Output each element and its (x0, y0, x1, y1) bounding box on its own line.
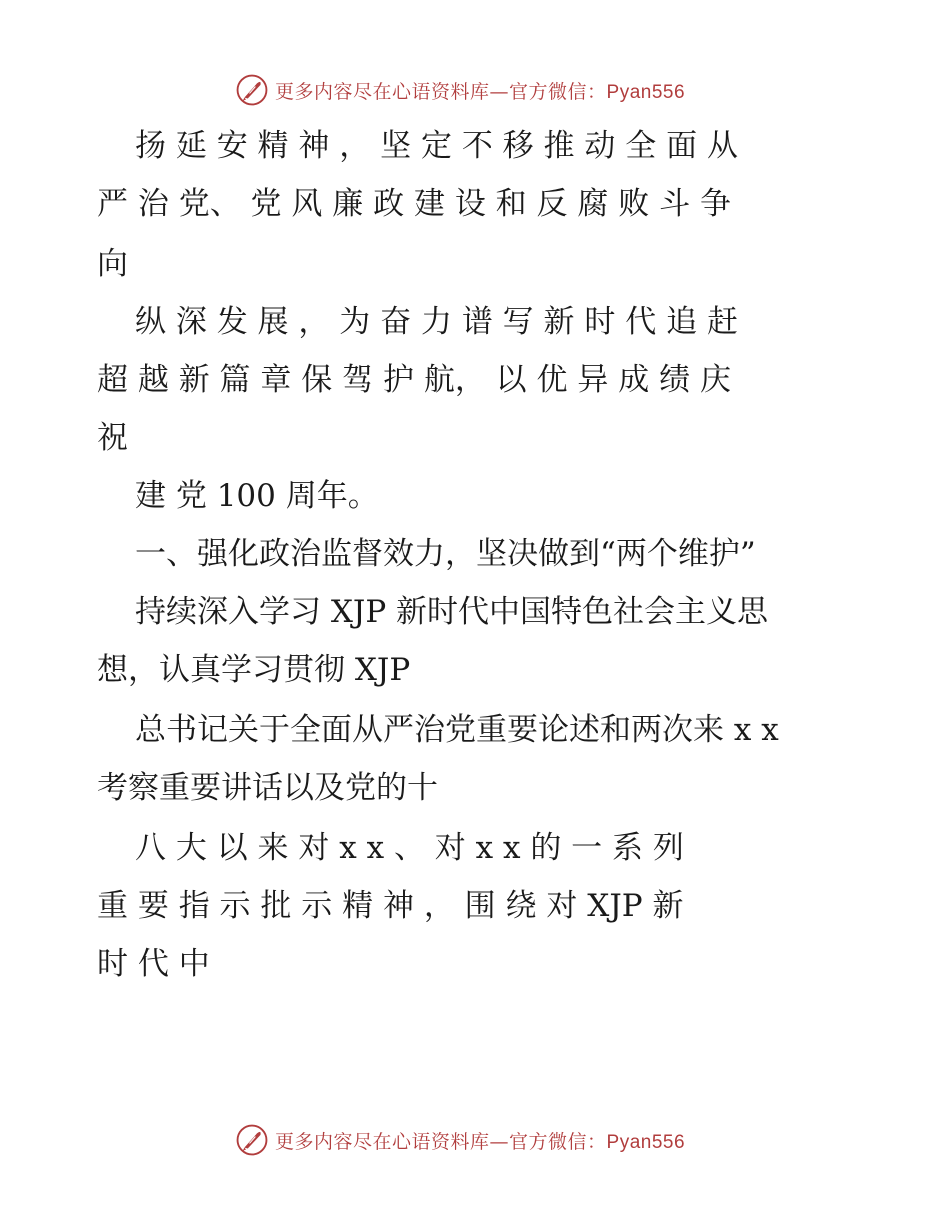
body-line-13: 八 大 以 来 对 x x 、 对 x x 的 一 系 列 (135, 830, 684, 866)
body-line-3: 向 (97, 246, 128, 282)
watermark-text: 更多内容尽在心语资料库—官方微信：Pyan556 (275, 1130, 686, 1153)
watermark-account: Pyan556 (606, 1131, 686, 1153)
body-line-9: 持续深入学习 XJP 新时代中国特色社会主义思 (135, 594, 769, 630)
body-line-4: 纵 深 发 展 ， 为 奋 力 谱 写 新 时 代 追 赶 (135, 304, 738, 340)
section-heading: 一、强化政治监督效力，坚决做到“两个维护” (135, 536, 756, 572)
body-line-11: 总书记关于全面从严治党重要论述和两次来 x x (135, 712, 779, 748)
body-line-1: 扬 延 安 精 神 ， 坚 定 不 移 推 动 全 面 从 (135, 128, 738, 164)
quill-pen-icon (235, 1123, 269, 1157)
watermark-account: Pyan556 (606, 81, 686, 103)
watermark-text: 更多内容尽在心语资料库—官方微信：Pyan556 (275, 80, 686, 103)
body-line-10: 想，认真学习贯彻 XJP (97, 652, 411, 688)
body-line-7: 建 党 100 周年。 (135, 478, 379, 514)
body-line-14: 重 要 指 示 批 示 精 神 ， 围 绕 对 XJP 新 (97, 888, 684, 924)
body-line-15: 时 代 中 (97, 946, 210, 982)
header-watermark-banner (235, 70, 685, 110)
footer-watermark-banner (235, 1120, 685, 1160)
body-line-12: 考察重要讲话以及党的十 (97, 770, 438, 806)
body-line-6: 祝 (97, 420, 128, 456)
body-line-5: 超 越 新 篇 章 保 驾 护 航， 以 优 异 成 绩 庆 (97, 362, 731, 398)
quill-pen-icon (235, 73, 269, 107)
body-line-2: 严 治 党、 党 风 廉 政 建 设 和 反 腐 败 斗 争 (97, 186, 731, 222)
